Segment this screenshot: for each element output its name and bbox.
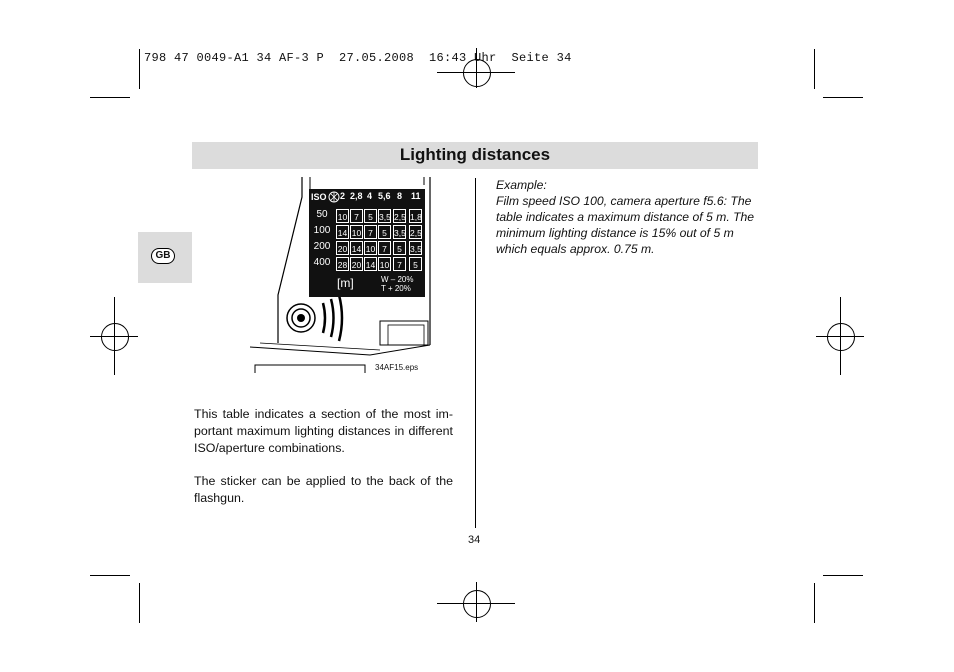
table-cell: 3,5 xyxy=(409,241,422,255)
table-cell: 5 xyxy=(393,241,406,255)
aperture-header: 11 xyxy=(411,191,421,201)
iso-value: 400 xyxy=(313,257,331,268)
table-cell: 5 xyxy=(409,257,422,271)
table-cell: 7 xyxy=(364,225,377,239)
column-divider xyxy=(475,178,476,528)
aperture-header: 2 xyxy=(340,191,346,201)
wide-correction: W – 20% xyxy=(381,275,414,284)
language-tab xyxy=(138,232,192,283)
crop-mark xyxy=(814,583,815,623)
body-paragraph: The sticker can be applied to the back of the flashgun. xyxy=(194,474,453,505)
section-title-bar xyxy=(192,142,758,169)
table-cell: 5 xyxy=(364,209,377,223)
table-cell: 20 xyxy=(350,257,363,271)
example-box xyxy=(496,177,758,257)
table-cell: 14 xyxy=(350,241,363,255)
page-number: 34 xyxy=(468,534,481,546)
aperture-icon xyxy=(328,191,340,203)
table-cell: 1,8 xyxy=(409,209,422,223)
iso-value: 200 xyxy=(313,241,331,252)
table-cell: 28 xyxy=(336,257,349,271)
aperture-header: 8 xyxy=(397,191,403,201)
example-text: Film speed ISO 100, camera aperture f5.6: The table indicates a maximum distance of 5 m. The minimum lighting distance is 15% out of 5 m which equals approx. 0.75 m. xyxy=(496,194,755,256)
iso-value: 50 xyxy=(316,209,328,220)
print-slug: 798 47 0049-A1 34 AF-3 P 27.05.2008 16:43 Uhr Seite 34 xyxy=(144,51,572,65)
crop-mark xyxy=(90,97,130,98)
crop-mark xyxy=(90,575,130,576)
crop-mark xyxy=(823,97,863,98)
aperture-header: 4 xyxy=(367,191,373,201)
image-caption: 34AF15.eps xyxy=(375,363,419,372)
table-cell: 7 xyxy=(378,241,391,255)
page-title: Lighting distances xyxy=(399,145,551,164)
table-cell: 10 xyxy=(364,241,377,255)
iso-header: ISO xyxy=(311,192,327,202)
crop-mark xyxy=(814,49,815,89)
crop-mark xyxy=(139,583,140,623)
crop-mark xyxy=(823,575,863,576)
aperture-header: 5,6 xyxy=(378,191,391,201)
lighting-distance-table xyxy=(309,189,425,297)
example-heading: Example: xyxy=(496,178,547,192)
table-cell: 20 xyxy=(336,241,349,255)
tele-correction: T + 20% xyxy=(381,284,411,293)
table-cell: 10 xyxy=(336,209,349,223)
table-cell: 14 xyxy=(364,257,377,271)
table-cell: 10 xyxy=(350,225,363,239)
language-badge: GB xyxy=(151,248,175,264)
table-cell: 3,5 xyxy=(378,209,391,223)
unit-label: [m] xyxy=(337,276,354,290)
table-cell: 3,5 xyxy=(393,225,406,239)
table-cell: 10 xyxy=(378,257,391,271)
table-cell: 7 xyxy=(350,209,363,223)
zoom-correction xyxy=(381,275,413,293)
crop-mark xyxy=(139,49,140,89)
aperture-header: 2,8 xyxy=(350,191,363,201)
table-cell: 14 xyxy=(336,225,349,239)
table-cell: 5 xyxy=(378,225,391,239)
iso-value: 100 xyxy=(313,225,331,236)
table-cell: 2,5 xyxy=(393,209,406,223)
table-cell: 2,5 xyxy=(409,225,422,239)
table-cell: 7 xyxy=(393,257,406,271)
body-paragraph: This table indicates a section of the most im-portant maximum lighting distances in different ISO/aperture combinations. xyxy=(194,407,453,455)
